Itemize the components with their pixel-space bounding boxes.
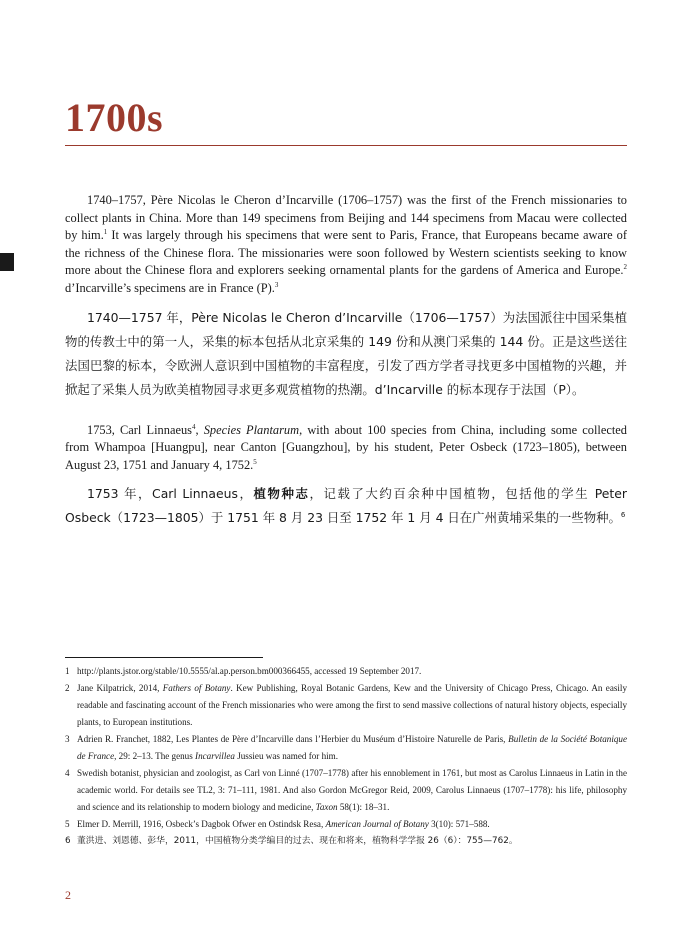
footnote bbox=[65, 663, 627, 680]
footnote-ref: 5 bbox=[253, 457, 257, 466]
footnote-ref: 3 bbox=[274, 280, 279, 289]
footnote bbox=[65, 816, 627, 833]
footnote bbox=[65, 765, 627, 816]
text-run: ，记载了大约百余种中国植物，包括他的学生 Peter Osbeck（1723—1805）于 1751 年 8 月 23 日至 1752 年 1 月 4 日在广州黄埔采集的一些物种。 bbox=[65, 486, 627, 526]
chapter-title: 1700s bbox=[65, 95, 164, 140]
side-tab-marker bbox=[0, 253, 14, 271]
footnote-ref: 2 bbox=[623, 263, 627, 272]
footnote-number: 1 bbox=[65, 666, 70, 676]
footnote bbox=[65, 731, 627, 765]
footnote-text: Elmer D. Merrill, 1916, Osbeck’s Dagbok Ofwer en Ostindsk Resa, bbox=[77, 819, 326, 829]
footnote-text: http://plants.jstor.org/stable/10.5555/al.ap.person.bm000366455, accessed 19 September 2017. bbox=[77, 666, 422, 676]
main-content bbox=[65, 192, 627, 530]
text-run: It was largely through his specimens that were sent to Paris, France, that Europeans became aware of the richness of the Chinese flora. The missionaries were soon followed by Western scientists seeking to know more about the Chinese flora and explorers seeking ornamental plants for the gardens of America and Europe. bbox=[65, 228, 627, 278]
footnote-text: 58(1): 18–31. bbox=[337, 802, 390, 812]
italic-text: American Journal of Botany bbox=[325, 819, 429, 829]
bold-text: 植物种志 bbox=[253, 486, 310, 502]
page-number: 2 bbox=[65, 888, 71, 902]
italic-text: Species Plantarum bbox=[203, 422, 300, 437]
footnote-number: 6 bbox=[65, 836, 71, 846]
entry-1-chinese bbox=[65, 306, 627, 402]
italic-text: Bulletin de la Société Botanique de France bbox=[77, 734, 627, 761]
entry-2-english bbox=[65, 422, 627, 475]
footnotes bbox=[65, 663, 627, 850]
entry-1-english bbox=[65, 192, 627, 298]
footnote-number: 3 bbox=[65, 734, 70, 744]
footnote-text: 董洪进、刘恩德、彭华，2011，中国植物分类学编目的过去、现在和将来，植物科学学报 26（6）：755—762。 bbox=[77, 836, 518, 846]
text-run: , bbox=[195, 422, 204, 437]
footnote-text: Adrien R. Franchet, 1882, Les Plantes de Père d’Incarville dans l’Herbier du Muséum d’Histoire Naturelle de Paris, bbox=[77, 734, 509, 744]
footnote-text: , 29: 2–13. The genus bbox=[114, 751, 196, 761]
footnote-text: 3(10): 571–588. bbox=[428, 819, 490, 829]
text-run: 1740–1757, Père Nicolas le Cheron d’Incarville (1706–1757) was the first of the French missionaries to collect plants in China. More than 149 specimens from Beijing and 144 specimens from Macau were collected by him. bbox=[65, 193, 627, 243]
title-rule bbox=[65, 145, 627, 146]
footnote-rule bbox=[65, 657, 263, 658]
footnote-ref: 1 bbox=[103, 228, 108, 237]
footnote bbox=[65, 680, 627, 731]
footnote-ref: 6 bbox=[620, 511, 626, 520]
italic-text: Taxon bbox=[315, 802, 338, 812]
footnote-number: 4 bbox=[65, 768, 70, 778]
footnote-text: . Kew Publishing, Royal Botanic Gardens, Kew and the University of Chicago Press, Chicago. An easily readable and fascinating account of the French missionaries who were among the first to send massive collections of natural history objects, especially plants, to European institutions. bbox=[77, 683, 627, 727]
text-run: d’Incarville’s specimens are in France (P). bbox=[65, 280, 275, 295]
footnote-ref: 4 bbox=[191, 422, 196, 431]
footnote-number: 5 bbox=[65, 819, 70, 829]
entry-2-chinese bbox=[65, 482, 627, 530]
text-run: , with about 100 species from China, including some collected from Whampoa [Huangpu], near Canton [Guangzhou], by his student, Peter Osbeck (1723–1805), between August 23, 1751 and January 4, 1752. bbox=[65, 422, 628, 472]
footnote bbox=[65, 833, 627, 850]
footnote-text: Jussieu was named for him. bbox=[234, 751, 338, 761]
text-run: 1740—1757 年，Père Nicolas le Cheron d’Incarville（1706—1757）为法国派往中国采集植物的传教士中的第一人，采集的标本包括从北京采集的 149 份和从澳门采集的 144 份。正是这些送往法国巴黎的标本，令欧洲人意识到中国植物的丰富程度，引发了西方学者寻找更多中国植物的兴趣，并掀起了采集人员为欧美植物园寻求更多观赏植物的热潮。d’Incarville 的标本现存于法国（P）。 bbox=[65, 309, 627, 397]
footnote-text: Jane Kilpatrick, 2014, bbox=[77, 683, 163, 693]
footnote-number: 2 bbox=[65, 683, 70, 693]
italic-text: Fathers of Botany bbox=[162, 683, 231, 693]
text-run: 1753, Carl Linnaeus bbox=[87, 422, 192, 437]
footnote-text: Swedish botanist, physician and zoologist, as Carl von Linné (1707–1778) after his ennoblement in 1761, but most as Carolus Linnaeus in Latin in the academic world. For details see TL2, 3: 71–111, 1981. And also Gordon McGregor Reid, 2009, Carolus Linnaeus (1707–1778): his life, philosophy and science and its relationship to modern biology and medicine, bbox=[77, 768, 627, 812]
text-run: 1753 年，Carl Linnaeus， bbox=[87, 486, 254, 502]
italic-text: Incarvillea bbox=[195, 751, 235, 761]
